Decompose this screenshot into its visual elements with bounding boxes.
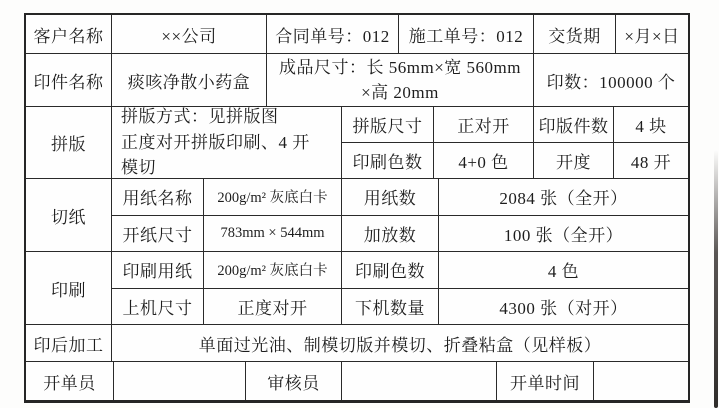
printing-paper-label: 印刷用纸: [112, 252, 204, 288]
reviewer-value-cell: [342, 362, 497, 400]
imposition-section-label: 拼版: [26, 107, 112, 178]
open-size-value: 783mm × 544mm: [204, 216, 342, 252]
scan-page-edge-artifact: [714, 150, 718, 408]
cutting-subrow-2: [112, 216, 688, 252]
finished-size-line1: 成品尺寸：长 56mm×宽 560mm: [279, 57, 521, 77]
imposition-method-line2: 正度对开拼版印刷、4 开: [121, 132, 310, 152]
plate-count-value: 4 块: [635, 117, 667, 136]
printing-colors-value: 4 色: [547, 262, 580, 282]
row-imposition: [26, 107, 688, 179]
imposition-subrow-1: [342, 107, 688, 143]
open-size-label: 开纸尺寸: [112, 216, 204, 252]
postpress-value: 单面过光油、制模切版并模切、折叠粘盒（见样板）: [198, 335, 602, 355]
output-qty-label: 下机数量: [342, 289, 439, 325]
cut-format-value: 48 开: [630, 153, 672, 172]
issuer-value-cell: [114, 362, 246, 400]
imposition-size-value: 正对开: [434, 107, 534, 142]
imposition-colors-label: 印刷色数: [342, 143, 434, 178]
print-quantity: 印数：100000 个: [546, 72, 676, 92]
postpress-section-label: 印后加工: [26, 325, 112, 361]
paper-qty-value: 2084 张（全开）: [499, 189, 628, 209]
finished-size: [267, 54, 534, 106]
imposition-size-label: 拼版尺寸: [342, 107, 434, 142]
paper-name-label: 用纸名称: [112, 179, 204, 215]
issue-time-label: 开单时间: [497, 362, 594, 400]
reviewer-label: 审核员: [246, 362, 342, 400]
row-printing: [26, 252, 688, 325]
finished-size-line2: ×高 20mm: [361, 83, 439, 102]
issue-time-value-cell: [594, 362, 688, 400]
issuer-label: 开单员: [26, 362, 114, 400]
item-name-label: 印件名称: [26, 54, 112, 106]
imposition-method: [112, 107, 342, 178]
delivery-date-label: 交货期: [534, 15, 616, 53]
plate-count-label: 印版件数: [534, 107, 614, 142]
printing-paper-value: 200g/m² 灰底白卡: [204, 252, 342, 288]
paper-name-value: 200g/m² 灰底白卡: [204, 179, 342, 215]
allowance-label: 加放数: [342, 216, 439, 252]
customer-name-value: ××公司: [112, 15, 267, 53]
print-work-order-table: [24, 13, 690, 403]
item-name-value: 痰咳净散小药盒: [112, 54, 267, 106]
paper-qty-label: 用纸数: [342, 179, 439, 215]
printing-subrow-2: [112, 289, 688, 325]
allowance-value: 100 张（全开）: [503, 225, 624, 245]
customer-name-label: 客户名称: [26, 15, 112, 53]
printing-colors-label: 印刷色数: [342, 252, 439, 288]
imposition-subrow-2: [342, 143, 688, 178]
imposition-colors-value: 4+0 色: [434, 143, 534, 178]
job-number: 施工单号：012: [399, 15, 534, 53]
imposition-method-line3: 模切: [121, 158, 156, 178]
row-item: [26, 54, 688, 107]
cut-format-label: 开度: [534, 143, 614, 178]
output-qty-value: 4300 张（对开）: [499, 298, 628, 318]
imposition-method-line1: 拼版方式：见拼版图: [121, 107, 279, 127]
cutting-section-label: 切纸: [26, 179, 112, 251]
contract-number: 合同单号：012: [267, 15, 399, 53]
printing-section-label: 印刷: [26, 252, 112, 324]
delivery-date-value: ×月×日: [624, 26, 680, 46]
row-footer: [26, 362, 688, 400]
row-cutting: [26, 179, 688, 252]
row-customer: [26, 15, 688, 54]
cutting-subrow-1: [112, 179, 688, 216]
machine-size-value: 正度对开: [204, 289, 342, 325]
machine-size-label: 上机尺寸: [112, 289, 204, 325]
printing-subrow-1: [112, 252, 688, 289]
row-postpress: [26, 325, 688, 362]
